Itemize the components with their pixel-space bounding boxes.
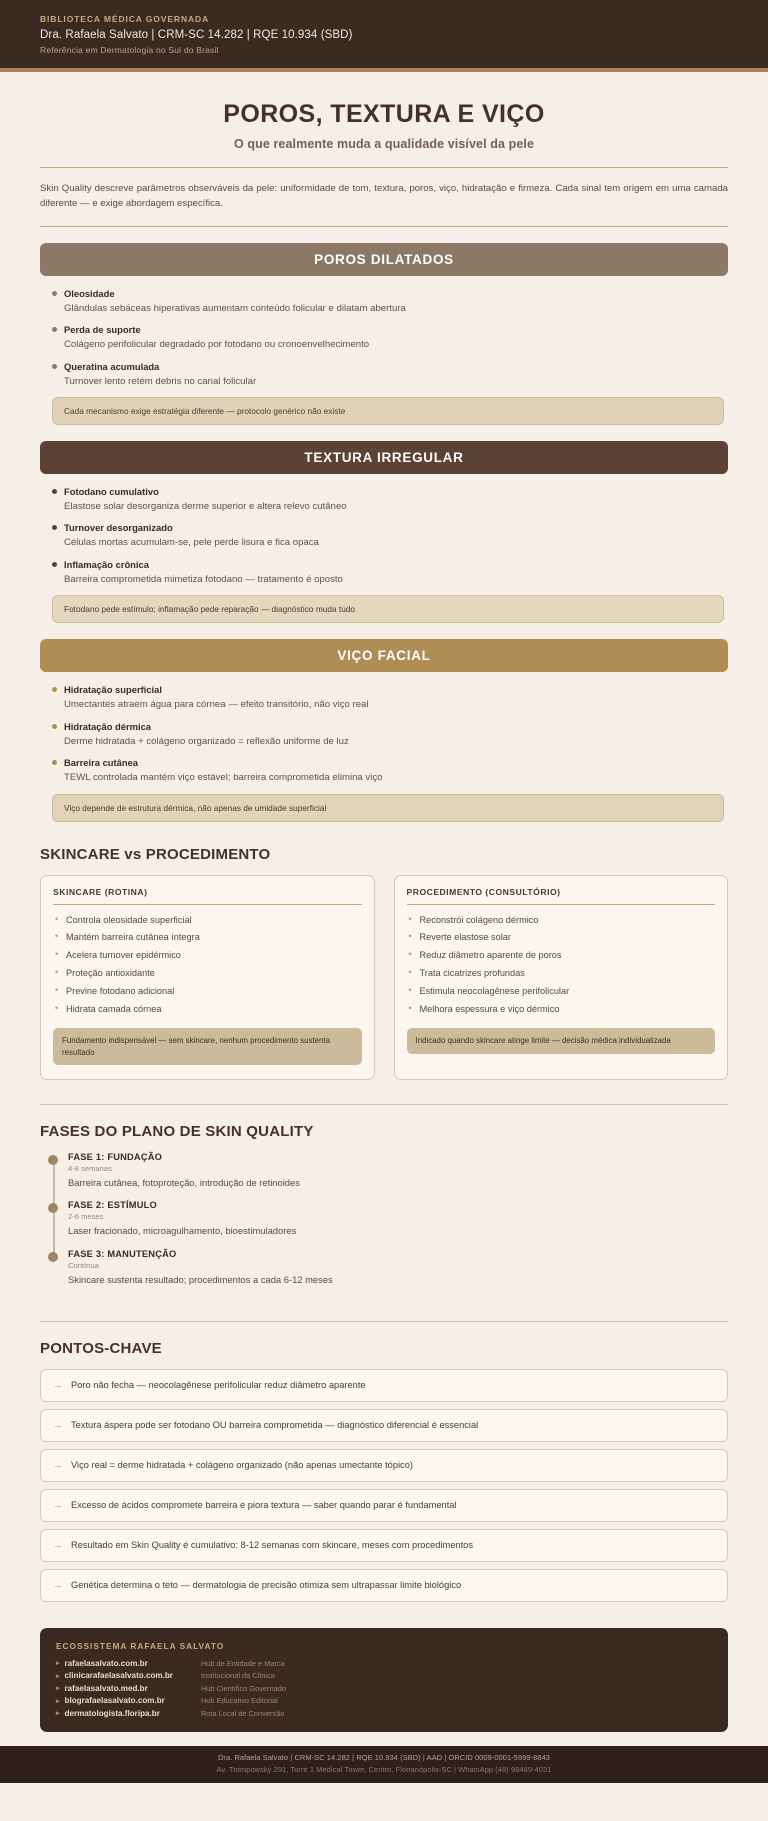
- intro-divider: [40, 226, 728, 227]
- page-footer: [0, 1746, 768, 1783]
- compare-heading: SKINCARE vs PROCEDIMENTO: [40, 845, 271, 863]
- section-note: Cada mecanismo exige estratégia diferente — protocolo genérico não existe: [52, 397, 724, 425]
- list-item: • Reduz diâmetro aparente de poros: [407, 949, 716, 963]
- title-block: [0, 72, 768, 168]
- compare-card: [394, 875, 729, 1081]
- bullet-item: [52, 288, 724, 315]
- masthead: [0, 0, 768, 72]
- bullet-dot-icon: [52, 760, 57, 765]
- bullet-title-row: [52, 522, 724, 533]
- list-item: • Hidrata camada córnea: [53, 1003, 362, 1017]
- keypoint-text: Genética determina o teto — dermatologia de precisão otimiza sem ultrapassar limite biológico: [71, 1579, 462, 1590]
- phases-divider: [40, 1104, 728, 1105]
- bullet-item: [52, 486, 724, 513]
- caret-right-icon: ▸: [56, 1710, 60, 1718]
- list-item: • Reverte elastose solar: [407, 931, 716, 945]
- phase-item: [44, 1152, 728, 1200]
- list-item: • Mantém barreira cutânea íntegra: [53, 931, 362, 945]
- intro-block: [0, 168, 768, 227]
- bullet-description: Barreira comprometida mimetiza fotodano — tratamento é oposto: [64, 573, 343, 585]
- bullet-description: Derme hidratada + colágeno organizado = reflexão uniforme de luz: [64, 735, 349, 747]
- bullet-title-row: [52, 559, 724, 570]
- bullet-title: Oleosidade: [64, 287, 115, 299]
- compare-cards: [40, 875, 728, 1081]
- intro-text: Skin Quality descreve parâmetros observáveis da pele: uniformidade de tom, textura, poros, viço, hidratação e firmeza. Cada sinal tem origem em uma camada diferente — e exige abordagem específica.: [40, 183, 728, 209]
- phase-body: Laser fracionado, microagulhamento, bioestimuladores: [68, 1225, 297, 1237]
- masthead-subtitle: Referência em Dermatologia no Sul do Brasil: [40, 45, 219, 55]
- section-note: Viço depende de estrutura dérmica, não apenas de umidade superficial: [52, 794, 724, 822]
- bullet-dot-icon: [52, 687, 57, 692]
- masthead-kicker: BIBLIOTECA MÉDICA GOVERNADA: [40, 14, 210, 24]
- masthead-author: Dra. Rafaela Salvato | CRM-SC 14.282 | RQE 10.934 (SBD): [40, 29, 353, 41]
- ecosystem-site-description: Hub Científico Governado: [200, 1683, 286, 1693]
- ecosystem-site-label: blografaelasalvato.com.br: [64, 1696, 165, 1706]
- ecosystem-site-link[interactable]: [56, 1684, 173, 1693]
- list-item: • Reconstrói colágeno dérmico: [407, 914, 716, 928]
- bullet-description: Umectantes atraem água para córnea — efeito transitório, não viço real: [64, 699, 369, 711]
- bullet-description: Glândulas sebáceas hiperativas aumentam conteúdo folicular e dilatam abertura: [64, 302, 406, 314]
- bullet-dot-icon: [52, 724, 57, 729]
- phase-duration: Contínua: [68, 1260, 99, 1270]
- bullet-title-row: [52, 288, 724, 299]
- phase-item: [44, 1200, 728, 1248]
- keypoint-row: [40, 1489, 728, 1522]
- keypoint-text: Textura áspera pode ser fotodano OU barreira comprometida — diagnóstico diferencial é essencial: [71, 1419, 479, 1430]
- list-item: • Trata cicatrizes profundas: [407, 967, 716, 981]
- bullet-title-row: [52, 721, 724, 732]
- page-title: POROS, TEXTURA E VIÇO: [223, 100, 545, 128]
- bullet-description: Elastose solar desorganiza derme superior e altera relevo cutâneo: [64, 501, 347, 512]
- phase-title: FASE 3: MANUTENÇÃO: [68, 1248, 177, 1259]
- phases-timeline: [40, 1152, 728, 1296]
- bullet-title: Hidratação superficial: [64, 684, 162, 696]
- bullet-description: Colágeno perifolicular degradado por fotodano ou cronoenvelhecimento: [64, 339, 370, 351]
- section-poros: [0, 243, 768, 425]
- keypoint-row: [40, 1529, 728, 1562]
- section-banner: TEXTURA IRREGULAR: [40, 441, 728, 474]
- bullet-dot-icon: [52, 327, 57, 332]
- section-bullet-list: [40, 474, 728, 623]
- ecosystem-site-link[interactable]: [56, 1671, 173, 1680]
- ecosystem-site-label: dermatologista.floripa.br: [64, 1708, 160, 1718]
- bullet-title-row: [52, 324, 724, 335]
- keypoint-text: Excesso de ácidos compromete barreira e piora textura — saber quando parar é fundamental: [71, 1499, 457, 1510]
- bullet-dot-icon: [52, 562, 57, 567]
- ecosystem-descriptions: [201, 1659, 286, 1718]
- list-item: • Proteção antioxidante: [53, 967, 362, 981]
- keypoints-list: [40, 1369, 728, 1602]
- phases-heading: FASES DO PLANO DE SKIN QUALITY: [40, 1123, 314, 1141]
- caret-right-icon: ▸: [56, 1697, 60, 1705]
- bullet-description: Turnover lento retém debris no canal folicular: [64, 375, 257, 387]
- keypoint-row: [40, 1369, 728, 1402]
- caret-right-icon: ▸: [56, 1672, 60, 1680]
- footer-line-1: Dra. Rafaela Salvato | CRM-SC 14.282 | RQE 10.934 (SBD) | AAD | ORCID 0009-0001-5999-8843: [217, 1752, 551, 1762]
- compare-card-list: [407, 914, 716, 1021]
- bullet-title: Perda de suporte: [64, 324, 141, 336]
- bullet-title: Inflamação crônica: [64, 558, 149, 570]
- section-bullet-list: [40, 276, 728, 425]
- compare-card-note: Fundamento indispensável — sem skincare, nenhum procedimento sustenta resultado: [53, 1028, 362, 1065]
- section-note: Fotodano pede estímulo; inflamação pede reparação — diagnóstico muda tudo: [52, 595, 724, 623]
- ecosystem-site-description: Rota Local de Conversão: [200, 1708, 285, 1718]
- phase-body: Barreira cutânea, fotoproteção, introdução de retinoides: [68, 1177, 300, 1189]
- bullet-item: [52, 684, 724, 711]
- arrow-right-icon: →: [53, 1459, 62, 1470]
- ecosystem-site-link[interactable]: [56, 1709, 173, 1718]
- arrow-right-icon: →: [53, 1579, 62, 1590]
- bullet-item: [52, 361, 724, 388]
- keypoints-block: [0, 1321, 768, 1602]
- ecosystem-site-description: Hub Educativo Editorial: [200, 1696, 278, 1706]
- bullet-item: [52, 324, 724, 351]
- ecosystem-sites: [56, 1659, 173, 1718]
- bullet-dot-icon: [52, 364, 57, 369]
- arrow-right-icon: →: [53, 1379, 62, 1390]
- ecosystem-panel: [40, 1628, 728, 1732]
- ecosystem-site-label: rafaelasalvato.med.br: [64, 1683, 148, 1693]
- keypoint-text: Viço real = derme hidratada + colágeno organizado (não apenas umectante tópico): [71, 1459, 413, 1470]
- sections-host: [0, 243, 768, 822]
- bullet-dot-icon: [52, 489, 57, 494]
- page-subtitle: O que realmente muda a qualidade visível da pele: [233, 137, 535, 151]
- keypoint-row: [40, 1409, 728, 1442]
- bullet-item: [52, 721, 724, 748]
- bullet-title: Hidratação dérmica: [64, 720, 152, 732]
- ecosystem-grid: [56, 1659, 712, 1718]
- section-bullet-list: [40, 672, 728, 821]
- phase-body: Skincare sustenta resultado; procedimentos a cada 6-12 meses: [68, 1273, 333, 1285]
- bullet-title: Barreira cutânea: [64, 757, 138, 769]
- phase-title: FASE 1: FUNDAÇÃO: [68, 1152, 163, 1163]
- keypoint-text: Poro não fecha — neocolagênese perifolicular reduz diâmetro aparente: [71, 1379, 366, 1390]
- compare-block: [0, 846, 768, 1081]
- section-textura: [0, 441, 768, 623]
- bullet-title-row: [52, 361, 724, 372]
- bullet-title: Queratina acumulada: [64, 360, 160, 372]
- section-banner: POROS DILATADOS: [40, 243, 728, 276]
- bullet-description: Células mortas acumulam-se, pele perde lisura e fica opaca: [64, 537, 319, 549]
- compare-card-header: SKINCARE (ROTINA): [53, 887, 362, 905]
- bullet-description: TEWL controlada mantém viço estável; barreira comprometida elimina viço: [64, 772, 383, 784]
- ecosystem-site-description: Hub de Entidade e Marca: [200, 1658, 285, 1668]
- compare-card-list: [53, 914, 362, 1021]
- bullet-title-row: [52, 684, 724, 695]
- list-item: • Controla oleosidade superficial: [53, 914, 362, 928]
- phase-duration: 4-8 semanas: [68, 1164, 112, 1174]
- list-item: • Acelera turnover epidérmico: [53, 949, 362, 963]
- phase-title: FASE 2: ESTÍMULO: [68, 1200, 157, 1211]
- ecosystem-heading: ECOSSISTEMA RAFAELA SALVATO: [56, 1640, 225, 1651]
- caret-right-icon: ▸: [56, 1685, 60, 1693]
- section-banner: VIÇO FACIAL: [40, 639, 728, 672]
- section-vico: [0, 639, 768, 821]
- keypoints-divider: [40, 1321, 728, 1322]
- list-item: • Estimula neocolagênese perifolicular: [407, 985, 716, 999]
- keypoint-row: [40, 1569, 728, 1602]
- bullet-item: [52, 559, 724, 586]
- ecosystem-site-label: clinicarafaelasalvato.com.br: [64, 1671, 173, 1681]
- compare-card-note: Indicado quando skincare atinge limite — decisão médica individualizada: [407, 1028, 716, 1053]
- list-item: • Previne fotodano adicional: [53, 985, 362, 999]
- arrow-right-icon: →: [53, 1499, 62, 1510]
- keypoint-row: [40, 1449, 728, 1482]
- arrow-right-icon: →: [53, 1539, 62, 1550]
- keypoints-heading: PONTOS-CHAVE: [40, 1339, 162, 1357]
- caret-right-icon: ▸: [56, 1660, 60, 1668]
- footer-line-2: Av. Trompowsky 291, Torre 1 Medical Tower, Centro, Florianópolis-SC | WhatsApp (48) 98489-4031: [216, 1764, 552, 1774]
- ecosystem-site-link[interactable]: [56, 1696, 173, 1705]
- bullet-item: [52, 522, 724, 549]
- bullet-dot-icon: [52, 291, 57, 296]
- ecosystem-site-label: rafaelasalvato.com.br: [64, 1658, 148, 1668]
- ecosystem-site-link[interactable]: [56, 1659, 173, 1668]
- bullet-item: [52, 757, 724, 784]
- bullet-dot-icon: [52, 525, 57, 530]
- arrow-right-icon: →: [53, 1419, 62, 1430]
- bullet-title: Fotodano cumulativo: [64, 486, 159, 497]
- phase-item: [44, 1249, 728, 1297]
- bullet-title-row: [52, 757, 724, 768]
- bullet-title: Turnover desorganizado: [64, 522, 173, 534]
- phases-block: [0, 1104, 768, 1296]
- bullet-title-row: [52, 486, 724, 497]
- compare-card: [40, 875, 375, 1081]
- compare-card-header: PROCEDIMENTO (CONSULTÓRIO): [407, 887, 716, 905]
- ecosystem-site-description: Institucional da Clínica: [200, 1671, 275, 1681]
- phase-duration: 2-6 meses: [68, 1212, 104, 1222]
- keypoint-text: Resultado em Skin Quality é cumulativo: 8-12 semanas com skincare, meses com procedimentos: [71, 1539, 474, 1550]
- list-item: • Melhora espessura e viço dérmico: [407, 1003, 716, 1017]
